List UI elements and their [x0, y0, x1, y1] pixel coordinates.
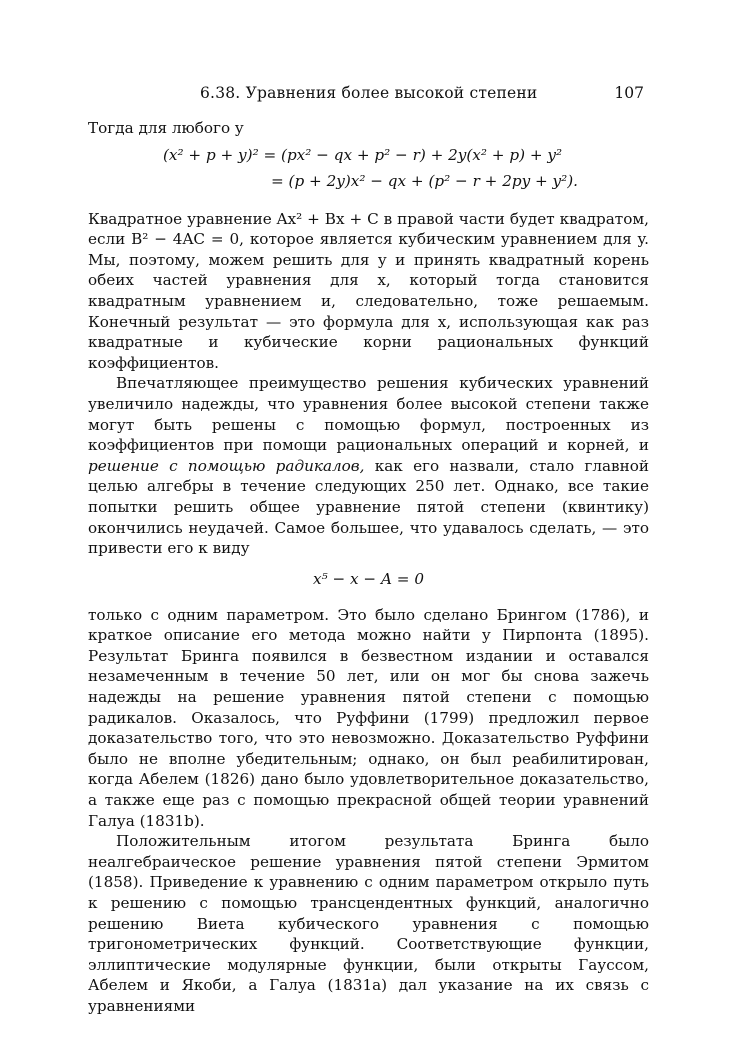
paragraph-4: Положительным итогом результата Бринга было неалгебраическое решение уравнения пятой степени Эрмитом (1858). Приведение к уравнению с одним параметром открыло путь к решению с помощью трансцендентных функций, аналогично решению Виета кубического уравнения с помощью тригонометрических функций. Соответствующие функции, эллиптические модулярные функции, были открыты Гауссом, Абелем и Якоби, а Галуа (1831a) дал указание на их связь с уравнениями [88, 832, 649, 1015]
paragraph-2 [88, 373, 649, 558]
page-body [88, 118, 649, 1017]
equation-line-1: (x² + p + y)² = (px² − qx + p² − r) + 2y(x² + p) + y² [163, 145, 563, 164]
equation-block [88, 145, 649, 197]
page-number: 107 [614, 84, 644, 102]
paragraph-2-end: как его назвали, стало главной целью алгебры в течение следующих 250 лет. Однако, все такие попытки решить общее уравнение пятой степени (квинтику) окончились неудачей. Самое большее, что удавалось сделать, — это привести его к виду [88, 456, 649, 558]
section-title: 6.38. Уравнения более высокой степени [200, 84, 538, 102]
emphasis-radicals: решение с помощью радикалов, [88, 456, 365, 475]
equation-line-2: = (p + 2y)x² − qx + (p² − r + 2py + y²). [271, 171, 578, 190]
paragraph-3: только с одним параметром. Это было сделано Брингом (1786), и краткое описание его метода можно найти у Пирпонта (1895). Результат Бринга появился в безвестном издании и оставался незамеченным в течение 50 лет, или он мог бы снова зажечь надежды на решение уравнения пятой степени с помощью радикалов. Оказалось, что Руффини (1799) предложил первое доказательство того, что это невозможно. Доказательство Руффини было не вполне убедительным; однако, он был реабилитирован, когда Абелем (1826) дано было удовлетворительное доказательство, а также еще раз с помощью прекрасной общей теории уравнений Галуа (1831b). [88, 605, 649, 830]
running-header [88, 84, 648, 106]
equation-quintic: x⁵ − x − A = 0 [313, 569, 424, 588]
paragraph-2-start: Впечатляющее преимущество решения кубических уравнений увеличило надежды, что уравнения более высокой степени также могут быть решены с помощью формул, построенных из коэффициентов при помощи рациональных операций и корней, и [88, 374, 649, 455]
paragraph-1: Квадратное уравнение Ax² + Bx + C в правой части будет квадратом, если B² − 4AC = 0, которое является кубическим уравнением для y. Мы, поэтому, можем решить для y и принять квадратный корень обеих частей уравнения для x, который тогда становится квадратным уравнением и, следовательно, тоже решаемым. Конечный результат — это формула для x, использующая как раз квадратные и кубические корни рациональных функций коэффициентов. [88, 209, 649, 372]
intro-line: Тогда для любого y [88, 119, 244, 137]
